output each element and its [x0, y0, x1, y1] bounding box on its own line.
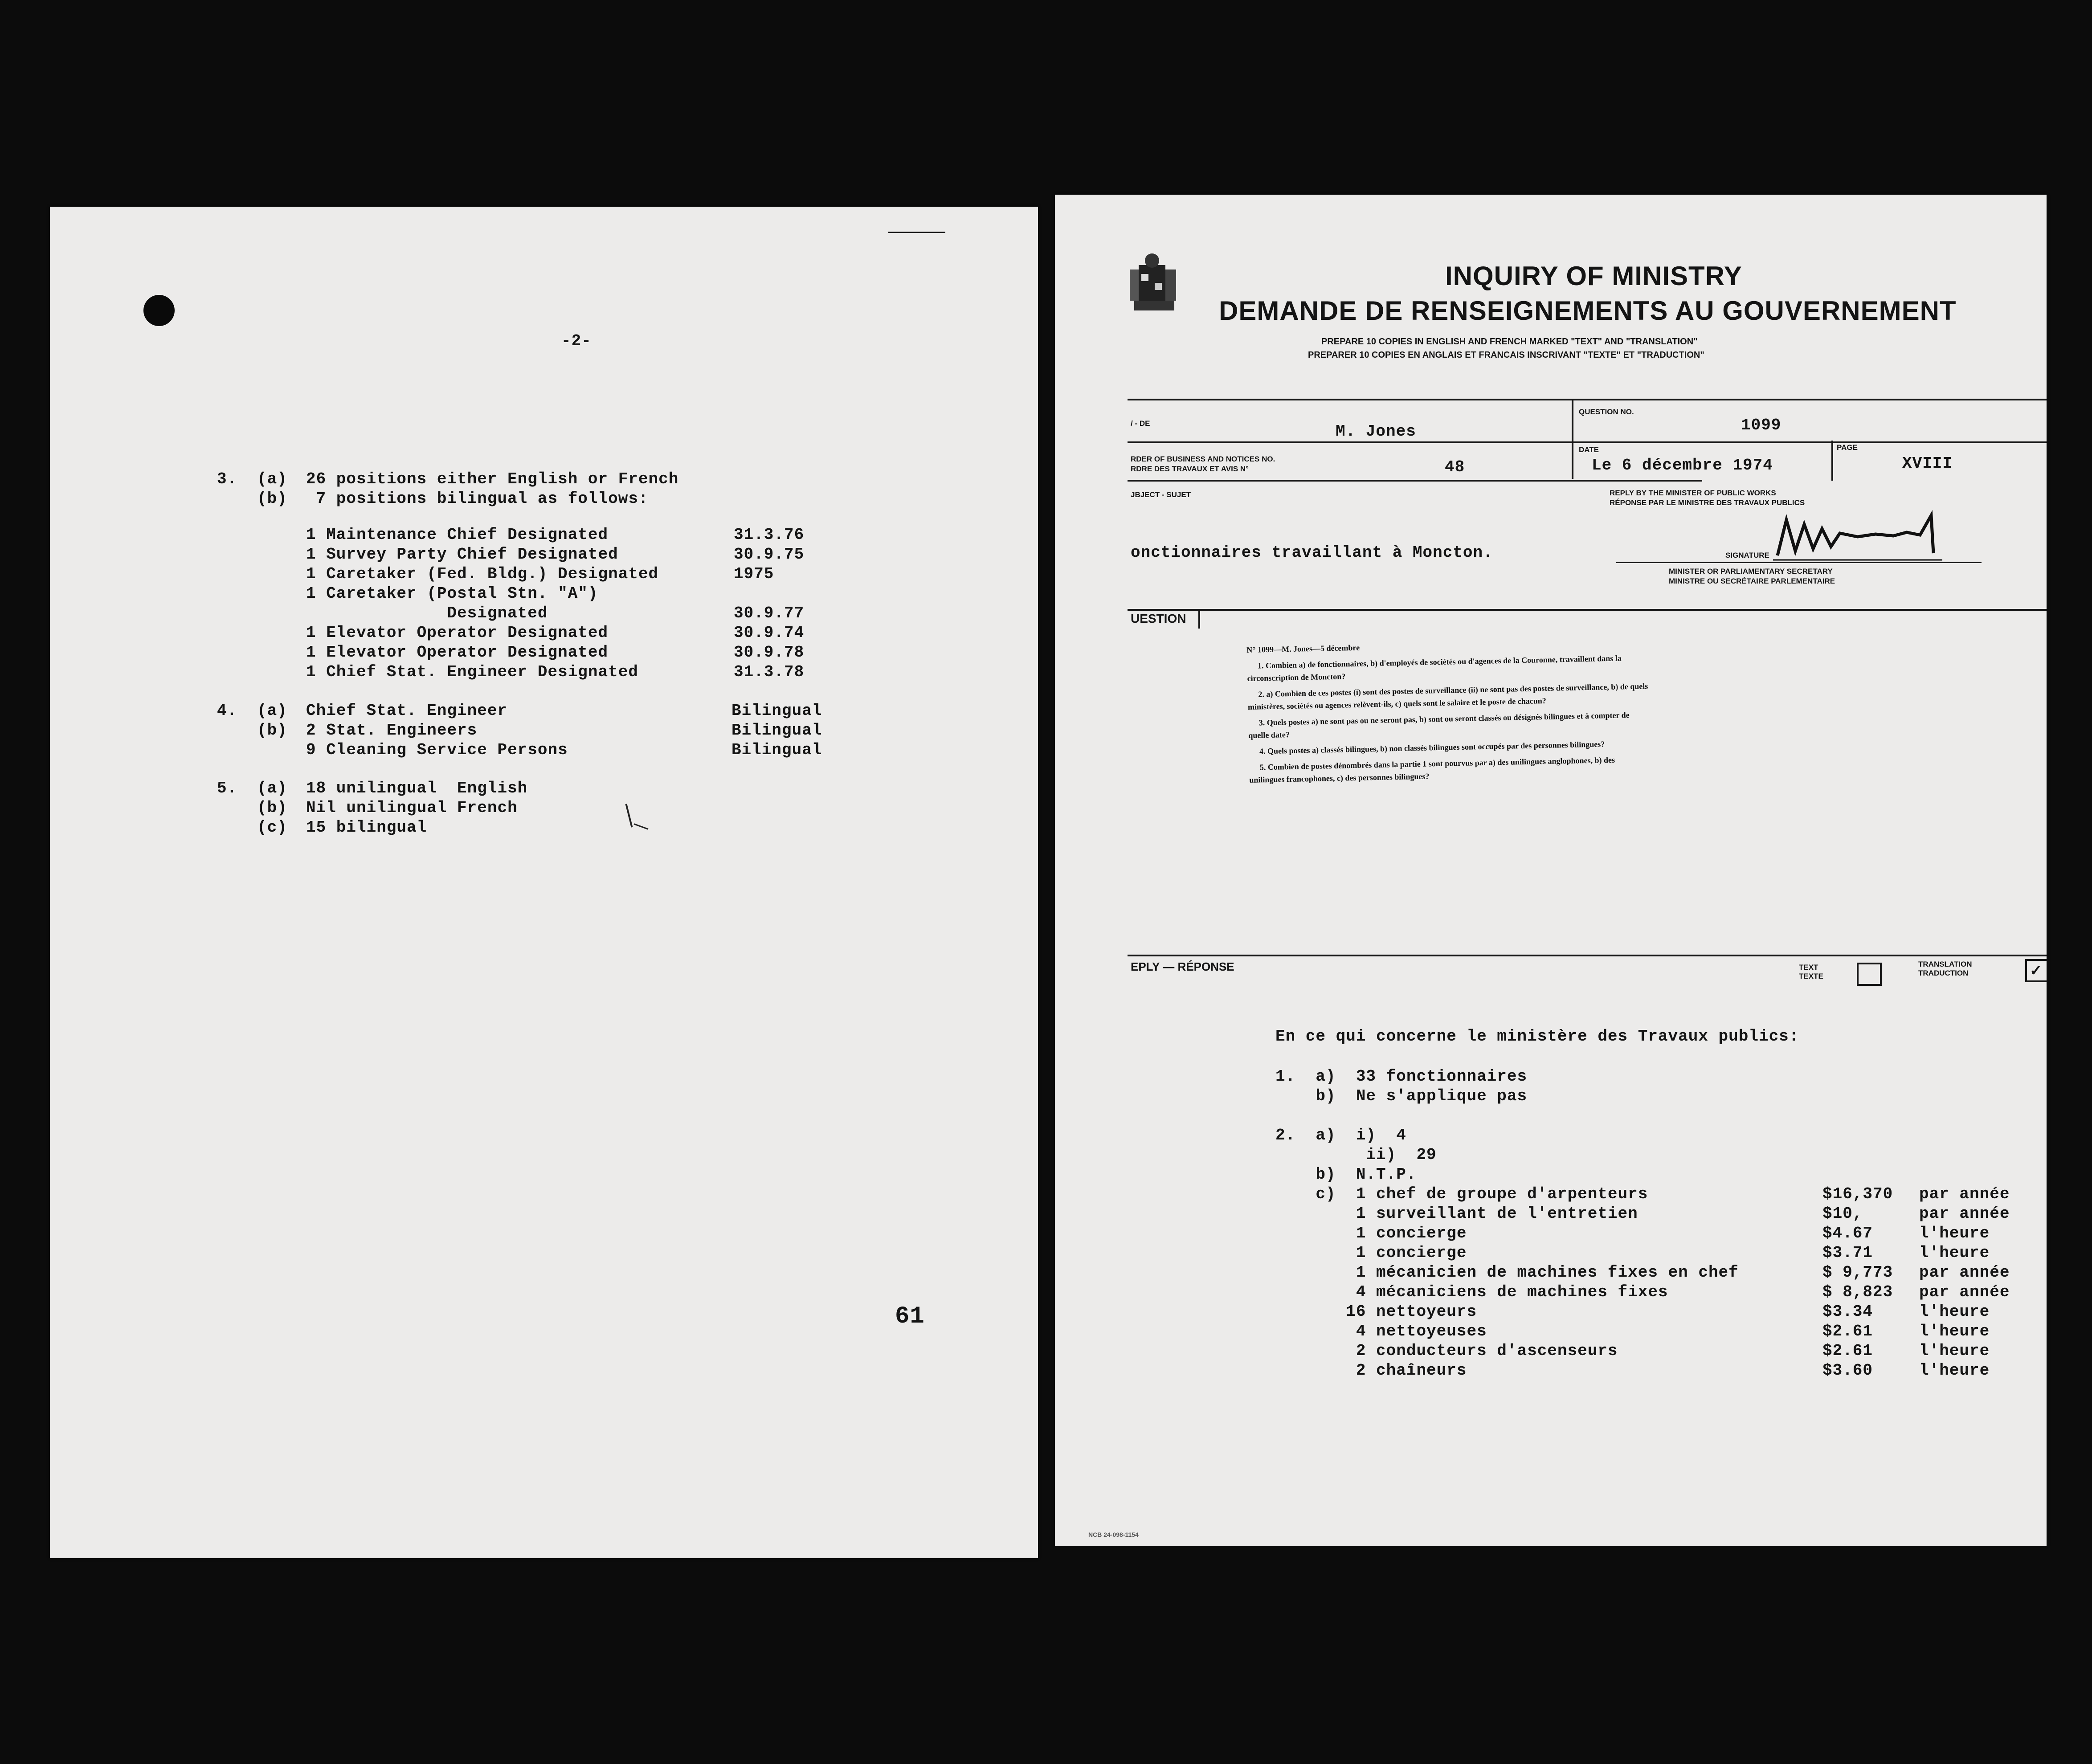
- reply-row: [1275, 1322, 2033, 1341]
- by-label: / - DE: [1131, 419, 1150, 428]
- signature-label: SIGNATURE: [1725, 551, 1769, 559]
- form-rule-2: [1128, 441, 2047, 443]
- item-number: 4.: [217, 702, 237, 720]
- reply-text: 2 conducteurs d'ascenseurs: [1275, 1342, 1618, 1360]
- item-number: 5.: [217, 779, 237, 797]
- question-rule: [1128, 609, 2047, 611]
- reply-unit: par année: [1919, 1205, 2010, 1223]
- reply-text: b) N.T.P.: [1275, 1165, 1417, 1184]
- date-label: DATE: [1579, 445, 1599, 454]
- reply-text: 1 concierge: [1275, 1244, 1467, 1262]
- reply-unit: par année: [1919, 1283, 2010, 1301]
- text-label: TEXT TEXTE: [1799, 963, 1823, 980]
- top-rule: [888, 232, 945, 233]
- reply-amount: $3.34: [1822, 1303, 1873, 1321]
- reply-unit: l'heure: [1919, 1361, 1990, 1380]
- reply-text: 2 chaîneurs: [1275, 1361, 1467, 1380]
- reply-amount: $2.61: [1822, 1322, 1873, 1340]
- question-paragraph: 4. Quels postes a) classés bilingues, b) non classés bilingues sont occupés par des personnes bilingues?: [1259, 739, 1605, 756]
- position-date: 31.3.78: [734, 663, 805, 681]
- reply-text: 1 mécanicien de machines fixes en chef: [1275, 1263, 1739, 1282]
- reply-row: [1275, 1282, 2033, 1302]
- reply-row: [1275, 1165, 2033, 1184]
- form-rule-3: [1128, 480, 1702, 482]
- reply-text: 1. a) 33 fonctionnaires: [1275, 1067, 1528, 1086]
- item-text: 26 positions either English or French: [306, 470, 679, 488]
- reply-row: [1275, 1341, 2033, 1361]
- footer-code: NCB 24-098-1154: [1088, 1531, 1139, 1538]
- reply-row: [1275, 1145, 2033, 1165]
- item-letter: (a): [257, 779, 287, 797]
- subject-label: JBJECT - SUJET: [1131, 490, 1191, 499]
- form-divider: [1572, 399, 1573, 479]
- form-title-en: INQUIRY OF MINISTRY: [1445, 261, 1742, 291]
- subject-value: onctionnaires travaillant à Moncton.: [1131, 543, 1493, 562]
- signature: [1773, 506, 1947, 564]
- item-text: 15 bilingual: [306, 818, 427, 837]
- translation-checkbox[interactable]: ✓: [2025, 959, 2047, 982]
- reply-text: 2. a) i) 4: [1275, 1126, 1406, 1144]
- reply-amount: $16,370: [1822, 1185, 1893, 1203]
- page-value: XVIII: [1902, 454, 1953, 473]
- reply-text: 1 surveillant de l'entretien: [1275, 1205, 1638, 1223]
- question-paragraph: 1. Combien a) de fonctionnaires, b) d'employés de sociétés ou d'agences de la Couronne, travaillent dans la circonscription de Moncton?: [1247, 653, 1622, 683]
- form-title-fr: DEMANDE DE RENSEIGNEMENTS AU GOUVERNEMENT: [1219, 296, 1957, 326]
- item-letter: (a): [257, 470, 287, 488]
- position-date: 1975: [734, 565, 774, 583]
- item-number: 3.: [217, 470, 237, 488]
- minister-en: MINISTER OR PARLIAMENTARY SECRETARY: [1669, 567, 1833, 576]
- reply-lines: [1275, 1067, 2033, 1380]
- reply-amount: $2.61: [1822, 1342, 1873, 1360]
- minister-fr: MINISTRE OU SECRÉTAIRE PARLEMENTAIRE: [1669, 577, 1835, 585]
- item-letter: (c): [257, 818, 287, 837]
- reply-row: [1275, 1184, 2033, 1204]
- pen-mark: [625, 804, 633, 827]
- order-label-fr: RDRE DES TRAVAUX ET AVIS N°: [1131, 465, 1249, 473]
- reply-text: c) 1 chef de groupe d'arpenteurs: [1275, 1185, 1648, 1203]
- item-text: 2 Stat. Engineers: [306, 721, 478, 739]
- question-paragraph: 2. a) Combien de ces postes (i) sont des postes de surveillance (ii) ne sont pas des postes de surveillance, b) de quels ministères, sociétés ou agences relèvent-ils, c) quels sont le salaire et le poste de chacun?: [1247, 682, 1648, 711]
- position-text: 1 Chief Stat. Engineer Designated: [306, 663, 638, 681]
- item-letter: (a): [257, 702, 287, 720]
- reply-unit: par année: [1919, 1185, 2010, 1203]
- item-text: Chief Stat. Engineer: [306, 702, 508, 720]
- position-date: 30.9.74: [734, 624, 805, 642]
- text-checkbox[interactable]: [1857, 963, 1882, 986]
- by-value: M. Jones: [1336, 422, 1416, 441]
- reply-amount: $3.71: [1822, 1244, 1873, 1262]
- reply-unit: l'heure: [1919, 1322, 1990, 1340]
- page-label: PAGE: [1837, 443, 1858, 452]
- question-no-value: 1099: [1741, 416, 1781, 434]
- question-heading: N° 1099—M. Jones—5 décembre: [1246, 643, 1360, 654]
- reply-unit: l'heure: [1919, 1342, 1990, 1360]
- reply-text: 4 nettoyeuses: [1275, 1322, 1487, 1340]
- question-no-label: QUESTION NO.: [1579, 408, 1634, 416]
- question-paragraph: 3. Quels postes a) ne sont pas ou ne seront pas, b) sont ou seront classés ou désignés bilingues et à compter de quelle date?: [1248, 710, 1630, 740]
- reply-by-fr: RÉPONSE PAR LE MINISTRE DES TRAVAUX PUBLICS: [1610, 498, 1805, 507]
- order-value: 48: [1445, 458, 1465, 476]
- reply-row: [1275, 1224, 2033, 1243]
- item-text: Nil unilingual French: [306, 799, 518, 817]
- reply-amount: $ 8,823: [1822, 1283, 1893, 1301]
- position-text: Designated: [306, 604, 548, 622]
- item-value: Bilingual: [731, 721, 822, 739]
- right-page: [1055, 195, 2047, 1546]
- left-page: [50, 207, 1038, 1558]
- question-paragraph: 5. Combien de postes dénombrés dans la partie 1 sont pourvus par a) des unilingues anglophones, b) des unilingues francophones, c) des personnes bilingues?: [1249, 755, 1615, 784]
- reply-amount: $ 9,773: [1822, 1263, 1893, 1282]
- question-text: [1246, 635, 1651, 790]
- position-text: 1 Elevator Operator Designated: [306, 624, 609, 642]
- punch-hole: [143, 295, 175, 326]
- reply-text: 1 concierge: [1275, 1224, 1467, 1242]
- item-text: 9 Cleaning Service Persons: [306, 741, 568, 759]
- reply-unit: l'heure: [1919, 1303, 1990, 1321]
- reply-row: [1275, 1302, 2033, 1322]
- order-label-en: RDER OF BUSINESS AND NOTICES NO.: [1131, 455, 1275, 463]
- item-letter: (b): [257, 721, 287, 739]
- reply-by-en: REPLY BY THE MINISTER OF PUBLIC WORKS: [1610, 489, 1776, 497]
- item-value: Bilingual: [731, 702, 822, 720]
- reply-unit: l'heure: [1919, 1244, 1990, 1262]
- reply-row: [1275, 1067, 2033, 1086]
- reply-text: 4 mécaniciens de machines fixes: [1275, 1283, 1668, 1301]
- instructions-fr: PREPARER 10 COPIES EN ANGLAIS ET FRANCAIS INSCRIVANT "TEXTE" ET "TRADUCTION": [1308, 350, 1704, 360]
- reply-row: [1275, 1106, 2033, 1126]
- reply-amount: $3.60: [1822, 1361, 1873, 1380]
- reply-text: 16 nettoyeurs: [1275, 1303, 1477, 1321]
- date-value: Le 6 décembre 1974: [1592, 456, 1773, 474]
- reply-row: [1275, 1361, 2033, 1380]
- reply-row: [1275, 1204, 2033, 1224]
- reply-label: EPLY — RÉPONSE: [1131, 960, 1234, 973]
- reply-unit: l'heure: [1919, 1224, 1990, 1242]
- page-number: 61: [895, 1303, 925, 1330]
- position-date: 30.9.75: [734, 545, 805, 564]
- reply-text: b) Ne s'applique pas: [1275, 1087, 1528, 1105]
- reply-intro: En ce qui concerne le ministère des Travaux publics:: [1275, 1027, 1799, 1045]
- reply-row: [1275, 1086, 2033, 1106]
- reply-unit: par année: [1919, 1263, 2010, 1282]
- position-text: 1 Maintenance Chief Designated: [306, 526, 609, 544]
- instructions-en: PREPARE 10 COPIES IN ENGLISH AND FRENCH MARKED "TEXT" AND "TRANSLATION": [1321, 337, 1698, 347]
- position-text: 1 Survey Party Chief Designated: [306, 545, 618, 564]
- reply-row: [1275, 1263, 2033, 1282]
- position-date: 31.3.76: [734, 526, 805, 544]
- reply-rule: [1128, 955, 2047, 956]
- reply-amount: $10,: [1822, 1205, 1863, 1223]
- question-paragraphs: [1247, 651, 1651, 786]
- item-letter: (b): [257, 799, 287, 817]
- item-text: 7 positions bilingual as follows:: [306, 490, 649, 508]
- page-marker: -2-: [561, 332, 592, 350]
- position-text: 1 Caretaker (Fed. Bldg.) Designated: [306, 565, 659, 583]
- reply-amount: $4.67: [1822, 1224, 1873, 1242]
- form-divider-page: [1831, 441, 1833, 481]
- coat-of-arms-icon: [1121, 247, 1188, 336]
- signature-line: [1616, 562, 1982, 563]
- item-text: 18 unilingual English: [306, 779, 528, 797]
- reply-row: [1275, 1243, 2033, 1263]
- question-label-tick: [1198, 609, 1200, 629]
- reply-row: [1275, 1126, 2033, 1145]
- item-value: Bilingual: [731, 741, 822, 759]
- position-text: 1 Elevator Operator Designated: [306, 643, 609, 662]
- position-text: 1 Caretaker (Postal Stn. "A"): [306, 584, 598, 603]
- form-rule-1: [1128, 399, 2047, 400]
- translation-label: TRANSLATION TRADUCTION: [1918, 960, 1972, 977]
- question-label: UESTION: [1131, 612, 1186, 625]
- position-date: 30.9.77: [734, 604, 805, 622]
- pen-mark: [634, 823, 649, 829]
- position-date: 30.9.78: [734, 643, 805, 662]
- reply-text: ii) 29: [1275, 1146, 1437, 1164]
- item-letter: (b): [257, 490, 287, 508]
